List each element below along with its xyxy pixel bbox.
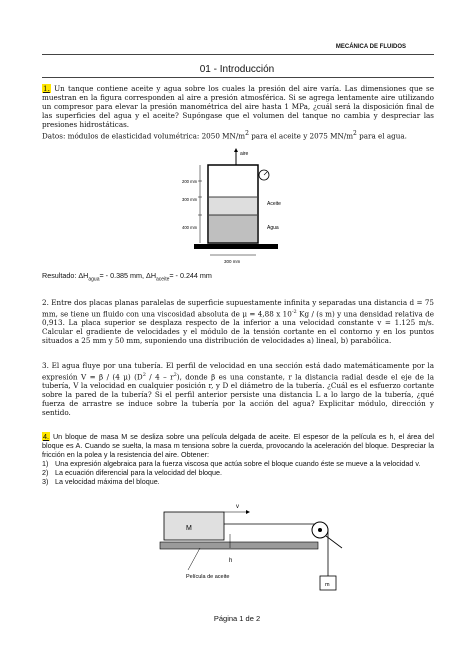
- velocity-label: v: [236, 504, 239, 510]
- list-item: 2) La ecuación diferencial para la velocidad del bloque.: [42, 467, 223, 477]
- dim-400: 400 mm: [182, 225, 198, 230]
- film-label: Película de aceite: [186, 574, 230, 580]
- problem-4-list: [42, 460, 434, 487]
- header-rule: [42, 54, 434, 55]
- problem-1-sup-a: 2: [245, 129, 249, 137]
- problem-2: 2. Entre dos placas planas paralelas de superficie supuestamente infinita y separadas una distancia d = 75 mm, se tiene un fluido con una viscosidad absoluta de μ = 4,88 x $10^{-2}$ Kg / (s m) y una densidad relativa de 0,913. La placa superior se desplaza respecto de la inferior a una velocidad constante v = 1.125 m/s. Calcular el gradiente de velocidades y el módulo de la tensión cortante en el contorno y en los puntos situados a 25 mm y 50 mm, suponiendo una distribución de velocidades a) lineal, b) parabólica.: [42, 298, 434, 346]
- water-label: Agua: [267, 225, 279, 231]
- problem-4-number: 4.: [43, 432, 49, 441]
- page-footer: Página 1 de 2: [213, 614, 261, 623]
- title-rule: [42, 77, 434, 78]
- problem-4: [42, 433, 434, 460]
- problem-1-result: Resultado: $\Delta H_{agua}= - 0.385$ mm, $\Delta H_{aceite}= - 0.244$ mm: [42, 271, 212, 283]
- dim-200: 200 mm: [182, 179, 198, 184]
- air-label: aire: [240, 151, 249, 157]
- velocity-arrow-icon: [246, 510, 250, 514]
- dim-300: 300 mm: [182, 197, 198, 202]
- course-header: MECÁNICA DE FLUIDOS: [335, 44, 406, 50]
- oil-label: Aceite: [267, 201, 281, 207]
- block-pulley-figure: [150, 500, 350, 600]
- problem-1-data-a: Datos: módulos de elasticidad volumétrica: 2050 MN/m: [42, 130, 246, 140]
- tank-base: [194, 244, 278, 249]
- list-item: 3) La velocidad máxima del bloque.: [42, 476, 160, 486]
- oil-layer: [209, 197, 257, 215]
- block-M: [164, 512, 224, 540]
- list-item: 1) Una expresión algebraica para la fuerza viscosa que actúa sobre el bloque cuando éste se mueve a la velocidad v.: [42, 459, 421, 468]
- problem-4-text: Un bloque de masa M se desliza sobre una película delgada de aceite. El espesor de la película es h, el área del bloque es A. Cuando se suelta, la masa m tensiona sobre la cuerda, provocando la aceleración del bloque. Despreciar la fricción en la polea y la resistencia del aire. Obtener:: [42, 432, 434, 459]
- problem-3: 3. El agua fluye por una tubería. El perfil de velocidad en una sección está dado matemáticamente por la expresión V = β / (4 μ) $(D^2 / 4 - r^2)$, donde β es una constante, r la distancia radial desde el eje de la tubería, V la velocidad en cualquier posición r, y D el diámetro de la tubería. ¿Cuál es el esfuerzo cortante sobre la pared de la tubería? Si el perfil anterior persiste una distancia L a lo largo de la tubería, ¿qué fuerza de arrastre se induce sobre la tubería por la acción del agua? Explicitar módulo, dirección y sentido.: [42, 361, 435, 417]
- problem-1-data-b: para el aceite y 2075 MN/m: [248, 130, 354, 140]
- problem-1: [42, 85, 434, 141]
- problem-1-sup-b: 2: [353, 129, 357, 137]
- air-arrow-icon: [234, 148, 238, 152]
- problem-1-data-c: para el agua.: [356, 130, 407, 140]
- table-surface: [160, 542, 318, 549]
- problem-1-number: 1.: [43, 84, 50, 93]
- mass-label: m: [325, 582, 330, 588]
- thickness-label: h: [229, 558, 233, 564]
- film-pointer: [188, 548, 200, 570]
- tank-figure: [180, 147, 300, 269]
- block-label: M: [186, 525, 192, 532]
- width-label: 300 mm: [224, 259, 241, 264]
- page-title: 01 - Introducción: [199, 64, 275, 75]
- problem-1-text: Un tanque contiene aceite y agua sobre los cuales la presión del aire varía. Las dimensiones que se muestran en la figura corresponden al aire a presión atmosférica. Si se agrega lentamente aire utilizando un compresor para elevar la presión manométrica del aire hasta 1 MPa, ¿cuál será la disposición final de las superficies del agua y el aceite? Supóngase que el volumen del tanque no cambia y despreciar las presiones hidrostáticas.: [42, 84, 434, 129]
- water-layer: [209, 215, 257, 242]
